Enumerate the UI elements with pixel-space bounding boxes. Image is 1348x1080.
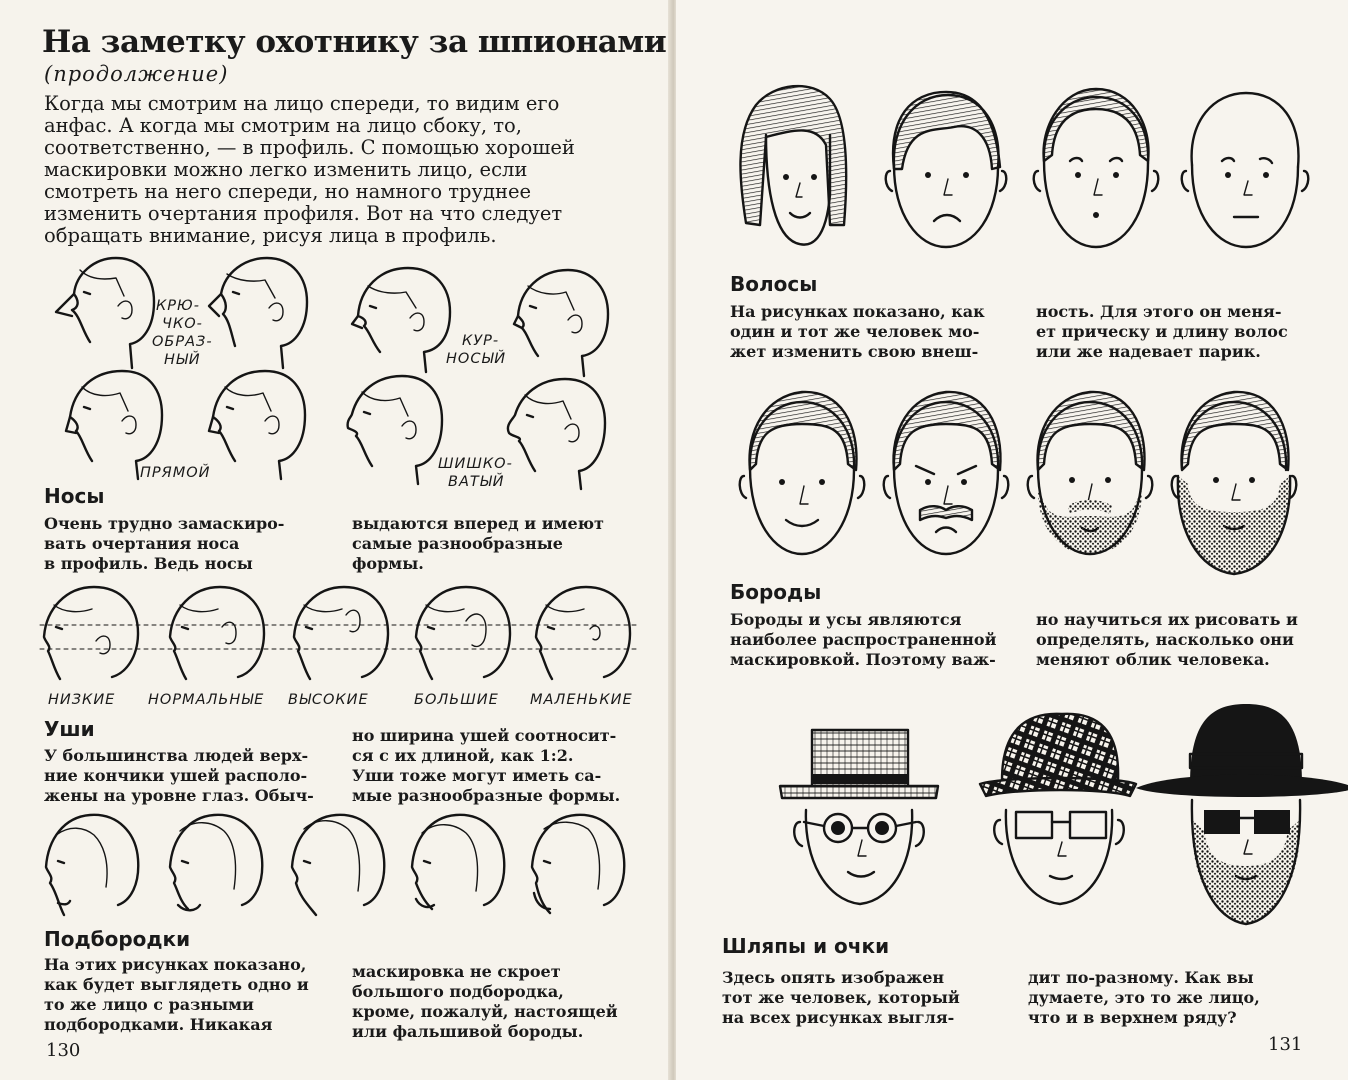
hats-text: что и в верхнем ряду? — [1028, 1008, 1237, 1027]
hats-text: на всех рисунках выгля- — [722, 1008, 955, 1027]
intro-line: маскировки можно легко изменить лицо, если — [44, 158, 528, 181]
intro-line: смотреть на него спереди, но намного труднее — [44, 180, 532, 203]
hats-text: Здесь опять изображен — [722, 968, 945, 987]
hair-text: жет изменить свою внеш- — [730, 342, 979, 361]
hair-text: или же надевает парик. — [1036, 342, 1261, 361]
hats-text: дит по-разному. Как вы — [1028, 968, 1254, 987]
noses-text: в профиль. Ведь носы — [44, 554, 253, 573]
beards-text: маскировкой. Поэтому важ- — [730, 650, 996, 669]
beards-text: определять, насколько они — [1036, 630, 1294, 649]
ears-text: Уши тоже могут иметь са- — [352, 766, 602, 785]
ears-text: У большинства людей верх- — [44, 746, 309, 765]
hats-text: тот же человек, который — [722, 988, 960, 1007]
ear-label: ВЫСОКИЕ — [288, 692, 369, 708]
ear-label: НОРМАЛЬНЫЕ — [148, 692, 265, 708]
noses-text: выдаются вперед и имеют — [352, 514, 604, 533]
chins-illustration — [40, 805, 640, 920]
page-subtitle: (продолжение) — [44, 62, 229, 86]
hair-faces-illustration — [726, 75, 1316, 260]
ears-text: но ширина ушей соотносит- — [352, 726, 617, 745]
noses-text: формы. — [352, 554, 424, 573]
chins-text: маскировка не скроет — [352, 962, 561, 981]
noses-text: вать очертания носа — [44, 534, 240, 553]
page-right — [676, 0, 1348, 1080]
nose-profile-illustration — [342, 370, 452, 485]
nose-label: КРЮ- — [156, 298, 200, 314]
nose-label: КУР- — [462, 333, 500, 349]
intro-line: обращать внимание, рисуя лица в профиль. — [44, 224, 497, 247]
ears-text: ние кончики ушей располо- — [44, 766, 308, 785]
section-heading-beards: Бороды — [730, 580, 822, 604]
nose-profile-illustration — [508, 262, 618, 377]
intro-line: анфас. А когда мы смотрим на лицо сбоку, то, — [44, 114, 522, 137]
page-number: 131 — [1268, 1034, 1303, 1055]
chins-text: кроме, пожалуй, настоящей — [352, 1002, 618, 1021]
beards-text: наиболее распространенной — [730, 630, 997, 649]
nose-profile-illustration — [350, 258, 460, 373]
nose-label: НЫЙ — [164, 352, 201, 368]
section-heading-noses: Носы — [44, 484, 105, 508]
nose-profile-illustration — [50, 250, 160, 370]
chins-text: На этих рисунках показано, — [44, 955, 307, 974]
beard-faces-illustration — [736, 380, 1316, 580]
hats-glasses-illustration — [776, 700, 1336, 930]
hair-text: один и тот же человек мо- — [730, 322, 980, 341]
ears-text: ся с их длиной, как 1:2. — [352, 746, 574, 765]
noses-text: самые разнообразные — [352, 534, 563, 553]
ears-text: мые разнообразные формы. — [352, 786, 621, 805]
ear-label: БОЛЬШИЕ — [414, 692, 499, 708]
chins-text: подбородками. Никакая — [44, 1015, 273, 1034]
intro-line: Когда мы смотрим на лицо спереди, то видим его — [44, 92, 560, 115]
ears-text: жены на уровне глаз. Обыч- — [44, 786, 314, 805]
section-heading-hair: Волосы — [730, 272, 818, 296]
chins-text: большого подбородка, — [352, 982, 564, 1001]
section-heading-hats: Шляпы и очки — [722, 934, 890, 958]
nose-profile-illustration — [205, 250, 315, 370]
ear-label: МАЛЕНЬКИЕ — [530, 692, 633, 708]
chins-text: то же лицо с разными — [44, 995, 254, 1014]
hair-text: ность. Для этого он меня- — [1036, 302, 1282, 321]
nose-profile-illustration — [62, 365, 172, 480]
nose-label: ПРЯМОЙ — [140, 465, 211, 481]
section-heading-ears: Уши — [44, 717, 95, 741]
ear-label: НИЗКИЕ — [48, 692, 116, 708]
beards-text: меняют облик человека. — [1036, 650, 1270, 669]
ears-illustration — [40, 585, 640, 685]
nose-label: ОБРАЗ- — [152, 334, 213, 350]
page-title: На заметку охотнику за шпионами — [42, 24, 667, 60]
page-number: 130 — [46, 1040, 81, 1061]
beards-text: но научиться их рисовать и — [1036, 610, 1298, 629]
chins-text: как будет выглядеть одно и — [44, 975, 309, 994]
nose-label: ВАТЫЙ — [448, 474, 505, 490]
intro-line: изменить очертания профиля. Вот на что следует — [44, 202, 563, 225]
nose-profile-illustration — [505, 375, 615, 490]
page-left — [0, 0, 672, 1080]
chins-text: или фальшивой бороды. — [352, 1022, 584, 1041]
hair-text: ет прическу и длину волос — [1036, 322, 1288, 341]
hats-text: думаете, это то же лицо, — [1028, 988, 1260, 1007]
nose-label: НОСЫЙ — [446, 351, 507, 367]
section-heading-chins: Подбородки — [44, 927, 191, 951]
noses-text: Очень трудно замаскиро- — [44, 514, 285, 533]
nose-label: ЧКО- — [162, 316, 203, 332]
intro-line: соответственно, — в профиль. С помощью хорошей — [44, 136, 575, 159]
nose-label: ШИШКО- — [438, 456, 513, 472]
nose-profile-illustration — [205, 365, 315, 480]
hair-text: На рисунках показано, как — [730, 302, 985, 321]
beards-text: Бороды и усы являются — [730, 610, 962, 629]
